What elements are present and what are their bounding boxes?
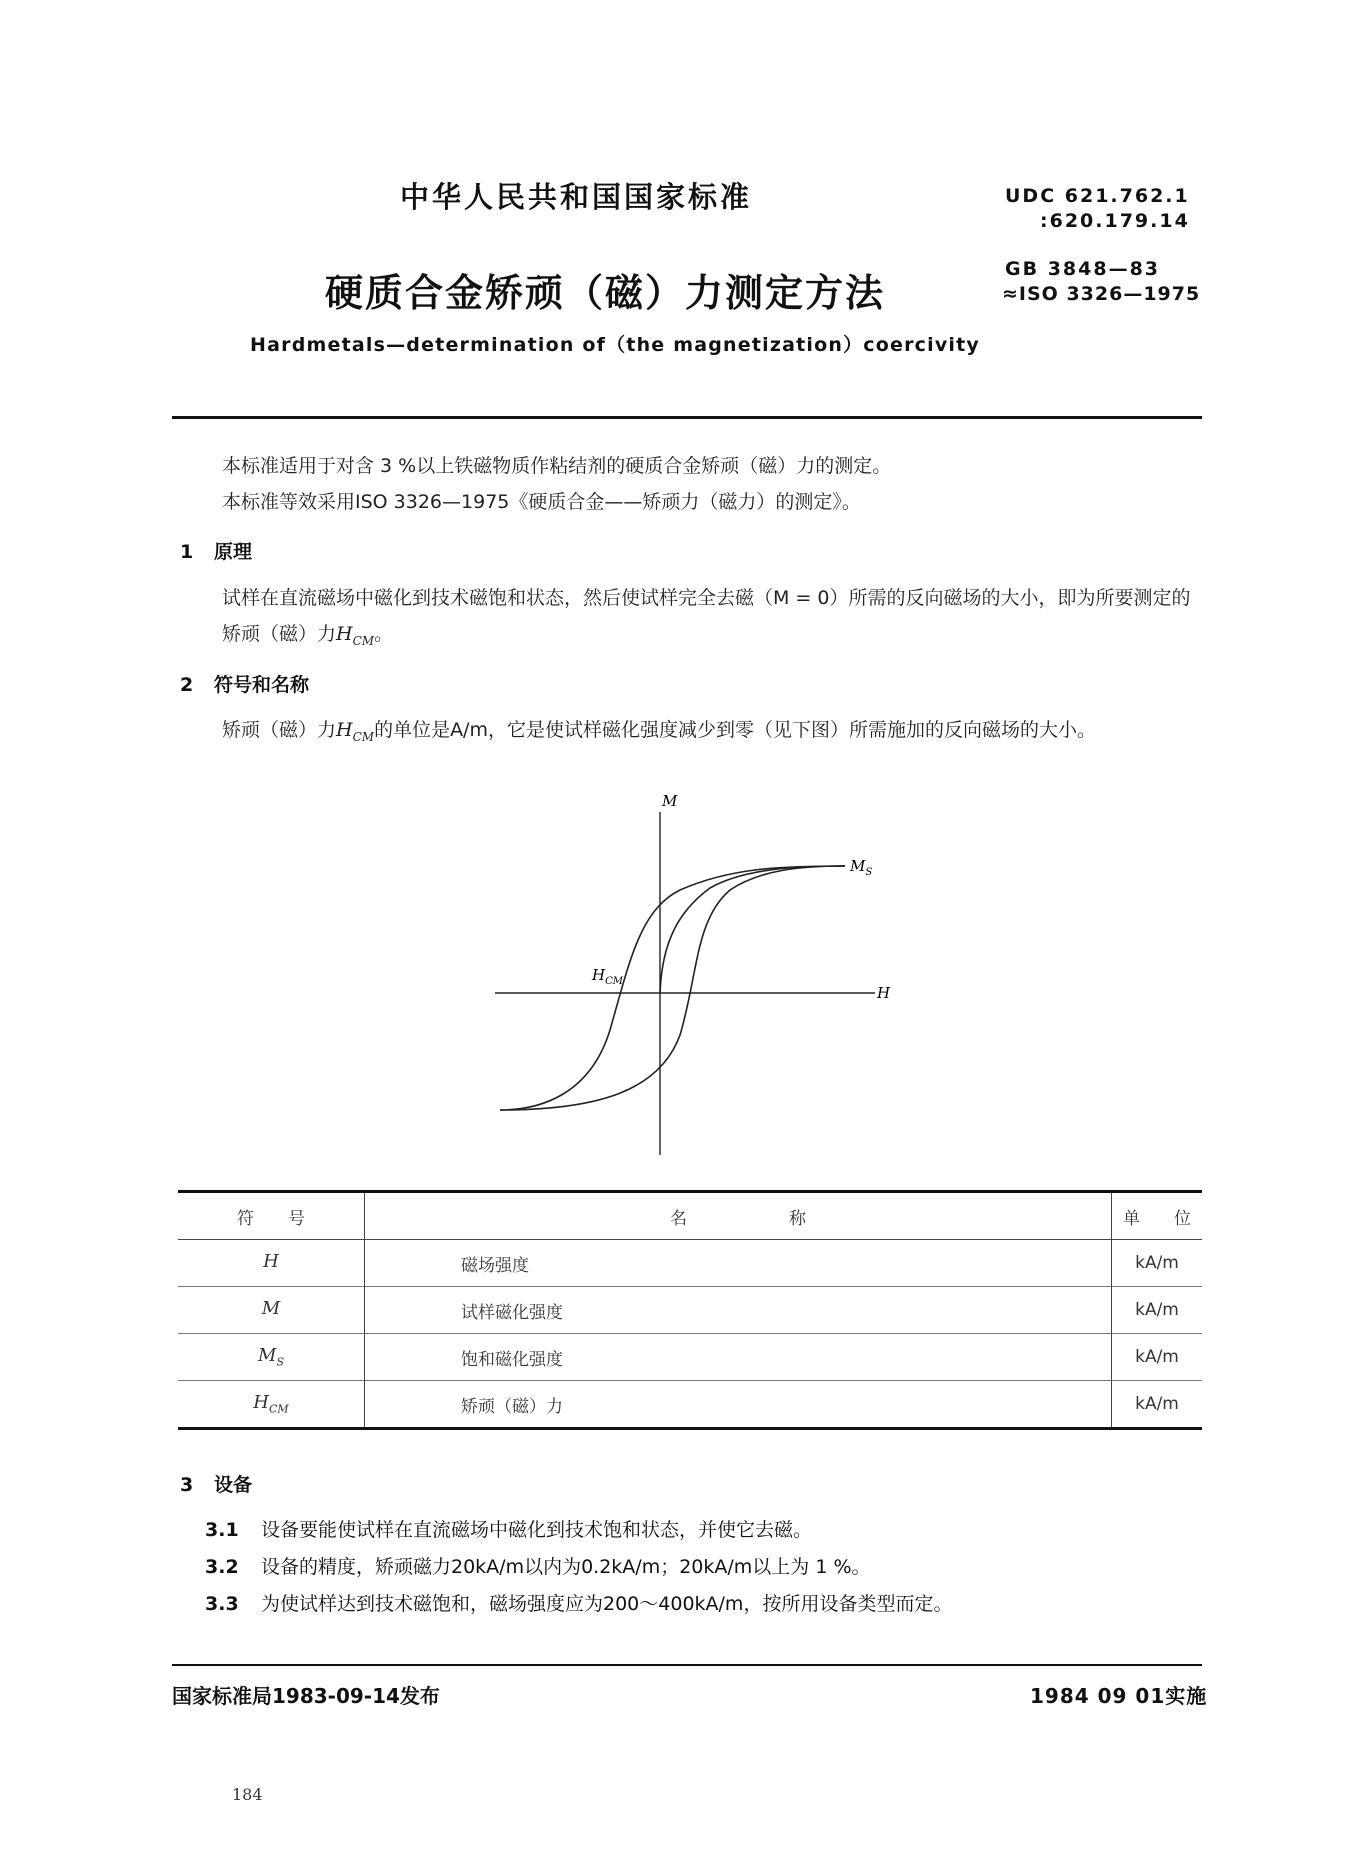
section-2-text bbox=[222, 712, 1207, 755]
header-unit: 单 位 bbox=[1123, 1208, 1191, 1229]
hysteresis-lower-branch bbox=[500, 866, 845, 1110]
gb-code: GB 3848—83 bbox=[1005, 258, 1161, 280]
table-header-row bbox=[178, 1192, 1202, 1240]
clause-text: 设备的精度，矫顽磁力20kA/m以内为0.2kA/m；20kA/m以上为 1 %。 bbox=[261, 1556, 871, 1578]
text: 的单位是A/m，它是使试样磁化强度减少到零（见下图）所需施加的反向磁场的大小。 bbox=[374, 719, 1096, 741]
name-cell: 饱和磁化强度 bbox=[365, 1334, 1112, 1381]
table-row bbox=[178, 1381, 1202, 1429]
symbol-sub: CM bbox=[352, 633, 375, 648]
udc-code-line1: UDC 621.762.1 bbox=[1005, 185, 1190, 207]
section-title: 符号和名称 bbox=[214, 674, 310, 696]
english-title: Hardmetals—determination of（the magnetization）coercivity bbox=[250, 334, 981, 356]
saturation-label: $M_S$ bbox=[850, 857, 873, 878]
text: 试样在直流磁场中磁化到技术磁饱和状态，然后使试样完全去磁（M = 0）所需的反向磁场的大小，即为所要测定的矫顽（磁）力 bbox=[222, 587, 1191, 645]
clause-number: 3.1 bbox=[205, 1519, 239, 1541]
unit-cell: kA/m bbox=[1135, 1347, 1179, 1367]
document-title: 硬质合金矫顽（磁）力测定方法 bbox=[325, 271, 886, 315]
initial-magnetization-curve bbox=[660, 866, 845, 993]
section-3-heading bbox=[180, 1470, 252, 1497]
symbol: H bbox=[253, 1392, 269, 1414]
table-row bbox=[178, 1240, 1202, 1287]
text: 。 bbox=[374, 623, 394, 645]
h-axis-label: H bbox=[877, 984, 891, 1002]
udc-code-line2: :620.179.14 bbox=[1040, 210, 1190, 232]
symbol: H bbox=[336, 623, 353, 645]
intro-scope: 本标准适用于对含 3 %以上铁磁物质作粘结剂的硬质合金矫顽（磁）力的测定。 bbox=[222, 455, 892, 477]
header-symbol: 符 号 bbox=[178, 1192, 365, 1240]
section-1-heading bbox=[180, 537, 252, 564]
effective-date: 1984 09 01实施 bbox=[1030, 1684, 1208, 1708]
section-1-text bbox=[222, 580, 1207, 659]
clause-3-3 bbox=[205, 1589, 952, 1616]
section-2-heading bbox=[180, 670, 309, 697]
symbol-sub: CM bbox=[352, 729, 375, 744]
name-cell: 磁场强度 bbox=[365, 1240, 1112, 1287]
page-number: 184 bbox=[232, 1785, 263, 1804]
hysteresis-loop-figure bbox=[480, 790, 900, 1160]
iso-equivalence: ≈ISO 3326—1975 bbox=[1002, 283, 1201, 305]
clause-number: 3.2 bbox=[205, 1556, 239, 1578]
unit-cell: kA/m bbox=[1135, 1394, 1179, 1414]
clause-text: 为使试样达到技术磁饱和，磁场强度应为200～400kA/m，按所用设备类型而定。 bbox=[261, 1593, 953, 1615]
clause-number: 3.3 bbox=[205, 1593, 239, 1615]
symbol-cell bbox=[178, 1381, 365, 1429]
intro-equivalence: 本标准等效采用ISO 3326—1975《硬质合金——矫顽力（磁力）的测定》。 bbox=[222, 491, 861, 513]
section-title: 设备 bbox=[214, 1474, 253, 1496]
symbol: H bbox=[263, 1251, 279, 1273]
clause-text: 设备要能使试样在直流磁场中磁化到技术饱和状态，并使它去磁。 bbox=[261, 1519, 813, 1541]
issue-date: 国家标准局1983-09-14发布 bbox=[172, 1684, 440, 1708]
symbol: H bbox=[336, 719, 353, 741]
unit-cell: kA/m bbox=[1135, 1300, 1179, 1320]
header-name: 名 称 bbox=[365, 1192, 1112, 1240]
section-title: 原理 bbox=[214, 541, 253, 563]
section-number: 3 bbox=[180, 1474, 194, 1496]
unit-cell: kA/m bbox=[1135, 1253, 1179, 1273]
section-number: 2 bbox=[180, 674, 194, 696]
footer-divider bbox=[172, 1664, 1202, 1666]
section-number: 1 bbox=[180, 541, 194, 563]
clause-3-2 bbox=[205, 1552, 871, 1579]
symbol-sub: S bbox=[276, 1355, 284, 1369]
symbol: M bbox=[258, 1345, 277, 1367]
name-cell: 试样磁化强度 bbox=[365, 1287, 1112, 1334]
hysteresis-upper-branch bbox=[500, 866, 845, 1110]
symbol: M bbox=[261, 1298, 281, 1320]
m-axis-label: M bbox=[662, 792, 678, 810]
clause-3-1 bbox=[205, 1515, 812, 1542]
text: 矫顽（磁）力 bbox=[222, 719, 337, 741]
coercivity-label: $H_{CM}$ bbox=[592, 966, 623, 987]
symbol-cell bbox=[178, 1287, 365, 1334]
name-cell: 矫顽（磁）力 bbox=[365, 1381, 1112, 1429]
symbols-table bbox=[178, 1190, 1202, 1430]
symbol-cell bbox=[178, 1240, 365, 1287]
symbol-sub: CM bbox=[269, 1402, 289, 1416]
header-divider bbox=[172, 416, 1202, 419]
table-row bbox=[178, 1287, 1202, 1334]
standard-title: 中华人民共和国国家标准 bbox=[400, 180, 753, 214]
table-row bbox=[178, 1334, 1202, 1381]
symbol-cell bbox=[178, 1334, 365, 1381]
